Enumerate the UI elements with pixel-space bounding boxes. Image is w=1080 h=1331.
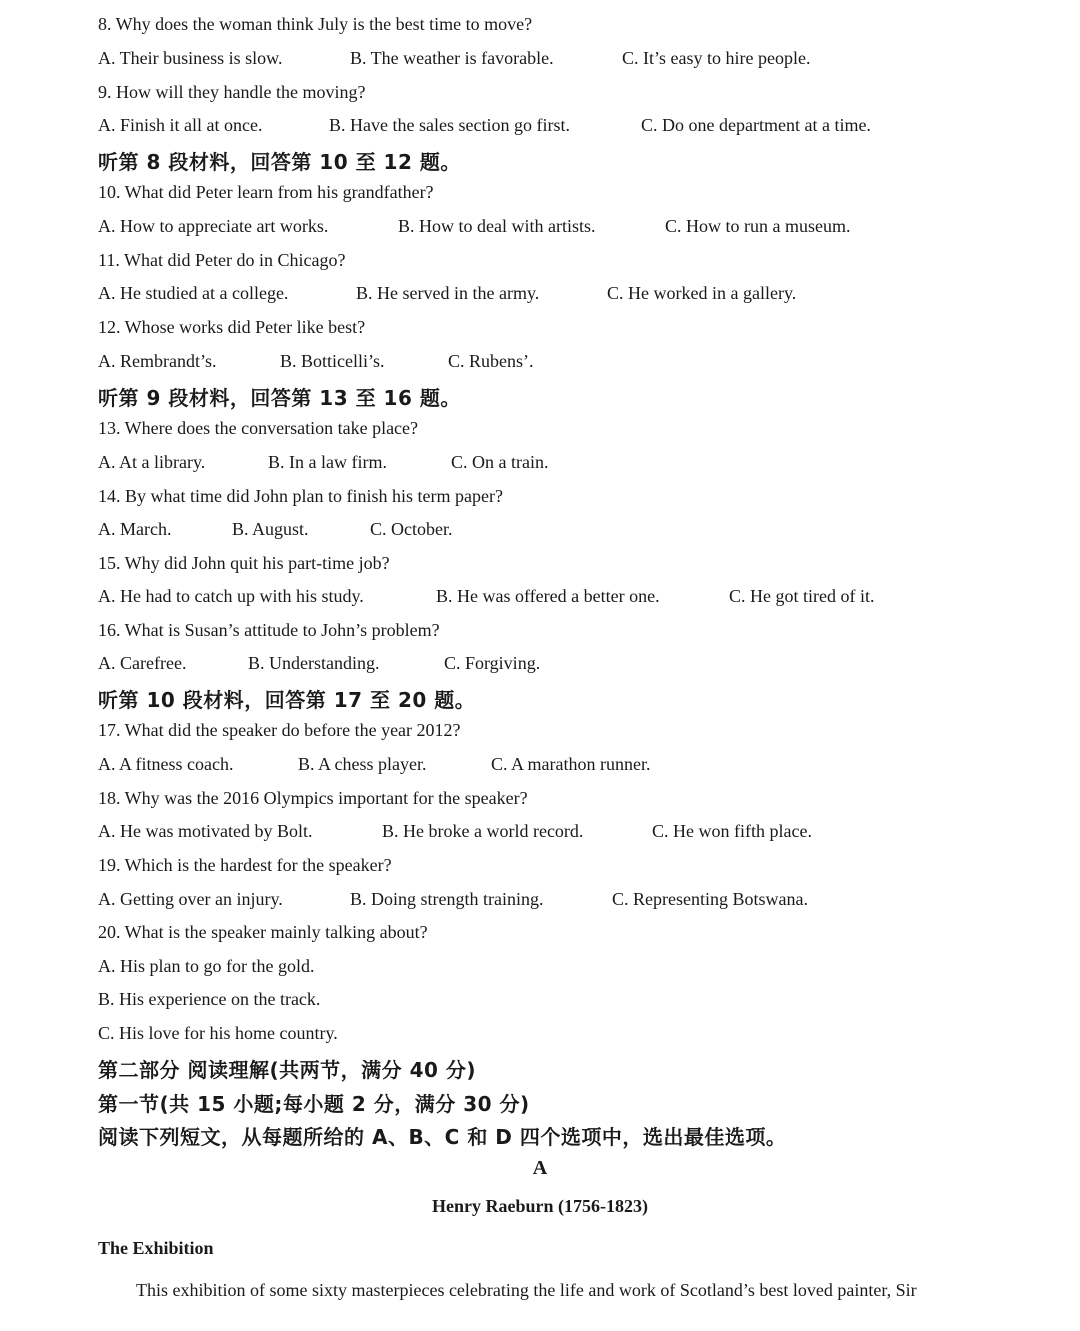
question-13-stem: 13. Where does the conversation take place?: [98, 418, 419, 438]
listening-section-10-header: 听第 10 段材料，回答第 17 至 20 题。: [98, 688, 476, 712]
question-17-option-c: C. A marathon runner.: [491, 754, 651, 774]
question-16-option-b: B. Understanding.: [248, 653, 380, 673]
question-11-option-c: C. He worked in a gallery.: [607, 283, 797, 303]
question-18-option-b: B. He broke a world record.: [382, 821, 584, 841]
question-20-option-c: C. His love for his home country.: [98, 1023, 338, 1043]
question-10-option-a: A. How to appreciate art works.: [98, 216, 329, 236]
question-20-option-a: A. His plan to go for the gold.: [98, 956, 315, 976]
question-11-stem: 11. What did Peter do in Chicago?: [98, 250, 346, 270]
section-1-header: 第一节(共 15 小题;每小题 2 分，满分 30 分): [98, 1092, 530, 1116]
question-12-stem: 12. Whose works did Peter like best?: [98, 317, 366, 337]
question-18-option-c: C. He won fifth place.: [652, 821, 812, 841]
question-13-option-c: C. On a train.: [451, 452, 549, 472]
question-9-option-c: C. Do one department at a time.: [641, 115, 871, 135]
listening-section-8-header: 听第 8 段材料，回答第 10 至 12 题。: [98, 150, 461, 174]
question-13-option-a: A. At a library.: [98, 452, 206, 472]
question-11-option-b: B. He served in the army.: [356, 283, 540, 303]
question-13-option-b: B. In a law firm.: [268, 452, 387, 472]
question-9-stem: 9. How will they handle the moving?: [98, 82, 366, 102]
question-20-option-b: B. His experience on the track.: [98, 989, 321, 1009]
passage-section-heading: The Exhibition: [98, 1238, 214, 1258]
part-2-header: 第二部分 阅读理解(共两节，满分 40 分): [98, 1058, 477, 1082]
passage-letter: A: [532, 1157, 548, 1179]
question-19-option-b: B. Doing strength training.: [350, 889, 544, 909]
question-16-option-c: C. Forgiving.: [444, 653, 541, 673]
question-20-stem: 20. What is the speaker mainly talking about?: [98, 922, 428, 942]
question-19-option-a: A. Getting over an injury.: [98, 889, 283, 909]
question-15-option-c: C. He got tired of it.: [729, 586, 875, 606]
question-16-option-a: A. Carefree.: [98, 653, 187, 673]
question-14-option-a: A. March.: [98, 519, 172, 539]
question-12-option-b: B. Botticelli’s.: [280, 351, 385, 371]
question-9-option-a: A. Finish it all at once.: [98, 115, 263, 135]
passage-title: Henry Raeburn (1756-1823): [432, 1196, 648, 1216]
question-8-option-c: C. It’s easy to hire people.: [622, 48, 811, 68]
question-8-stem: 8. Why does the woman think July is the best time to move?: [98, 14, 533, 34]
question-15-option-a: A. He had to catch up with his study.: [98, 586, 364, 606]
question-12-option-a: A. Rembrandt’s.: [98, 351, 217, 371]
question-15-stem: 15. Why did John quit his part-time job?: [98, 553, 390, 573]
question-8-option-a: A. Their business is slow.: [98, 48, 283, 68]
question-14-option-b: B. August.: [232, 519, 309, 539]
question-11-option-a: A. He studied at a college.: [98, 283, 289, 303]
question-15-option-b: B. He was offered a better one.: [436, 586, 660, 606]
question-19-option-c: C. Representing Botswana.: [612, 889, 808, 909]
question-14-stem: 14. By what time did John plan to finish his term paper?: [98, 486, 503, 506]
question-17-stem: 17. What did the speaker do before the year 2012?: [98, 720, 461, 740]
question-16-stem: 16. What is Susan’s attitude to John’s problem?: [98, 620, 440, 640]
question-17-option-a: A. A fitness coach.: [98, 754, 234, 774]
question-12-option-c: C. Rubens’.: [448, 351, 534, 371]
question-19-stem: 19. Which is the hardest for the speaker?: [98, 855, 392, 875]
reading-instructions: 阅读下列短文，从每题所给的 A、B、C 和 D 四个选项中，选出最佳选项。: [98, 1125, 787, 1149]
question-17-option-b: B. A chess player.: [298, 754, 427, 774]
question-18-option-a: A. He was motivated by Bolt.: [98, 821, 313, 841]
question-10-stem: 10. What did Peter learn from his grandfather?: [98, 182, 434, 202]
passage-first-line: This exhibition of some sixty masterpieces celebrating the life and work of Scotland’s best loved painter, Sir: [136, 1280, 917, 1300]
question-10-option-b: B. How to deal with artists.: [398, 216, 596, 236]
listening-section-9-header: 听第 9 段材料，回答第 13 至 16 题。: [98, 386, 461, 410]
question-9-option-b: B. Have the sales section go first.: [329, 115, 570, 135]
question-8-option-b: B. The weather is favorable.: [350, 48, 554, 68]
question-18-stem: 18. Why was the 2016 Olympics important for the speaker?: [98, 788, 528, 808]
question-10-option-c: C. How to run a museum.: [665, 216, 851, 236]
question-14-option-c: C. October.: [370, 519, 453, 539]
